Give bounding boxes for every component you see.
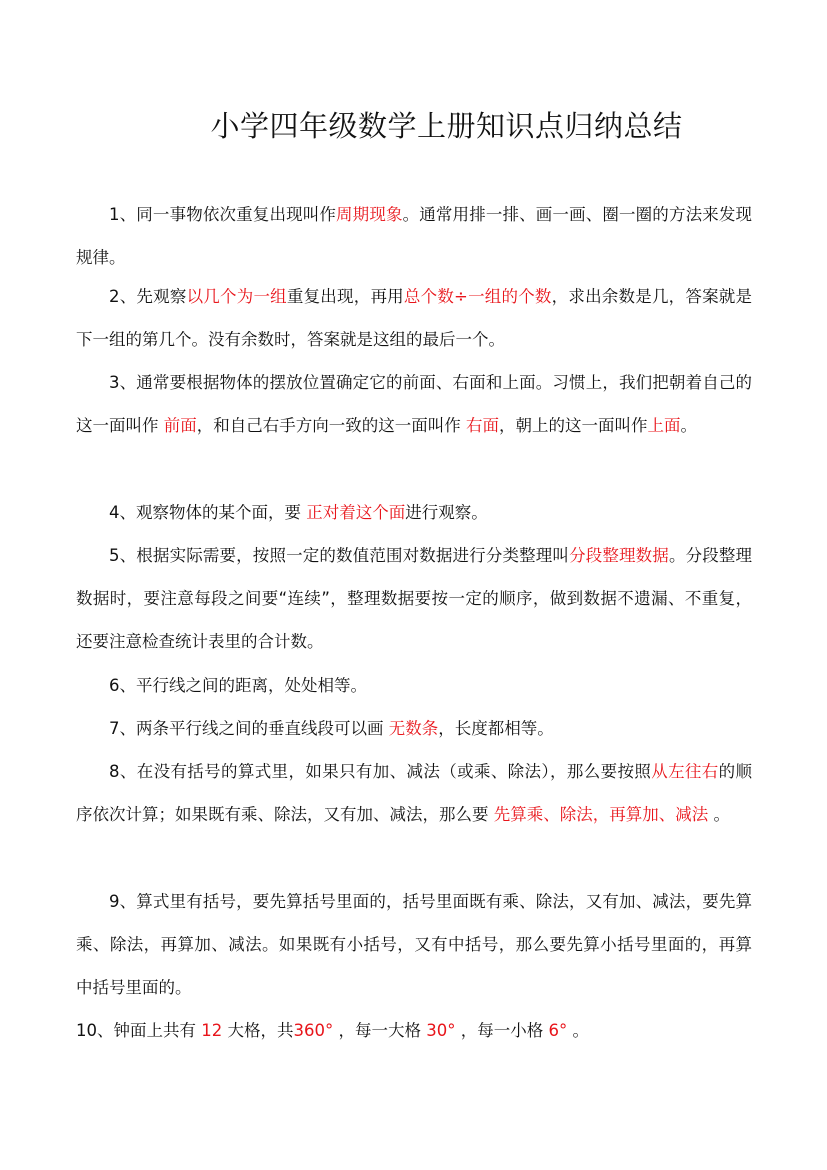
document-title: 小学四年级数学上册知识点归纳总结	[210, 109, 683, 143]
body-text: 。	[708, 805, 730, 824]
body-text: 5、根据实际需要，按照一定的数值范围对数据进行分类整理叫	[109, 546, 570, 565]
body-text: ，每一大格	[333, 1021, 427, 1040]
body-text: 重复出现，再用	[286, 287, 404, 306]
body-text: 2、先观察	[109, 287, 187, 306]
body-text: 8、在没有括号的算式里，如果只有加、减法（或乘、除法），那么要按照	[109, 762, 652, 781]
knowledge-point-8	[76, 750, 752, 836]
body-text: 大格，共	[222, 1021, 294, 1040]
highlighted-term: 分段整理数据	[569, 546, 669, 565]
knowledge-point-6	[76, 664, 752, 707]
highlighted-term: 以几个为一组	[186, 287, 287, 306]
knowledge-point-4	[76, 491, 752, 534]
body-text: 10、钟面上共有	[76, 1021, 202, 1040]
highlighted-term: 360°	[293, 1021, 334, 1040]
body-text: ，长度都相等。	[438, 719, 554, 738]
knowledge-point-9	[76, 880, 752, 1009]
highlighted-term: 前面	[163, 416, 197, 435]
highlighted-term: 30°	[426, 1021, 456, 1040]
knowledge-point-5	[76, 534, 752, 663]
body-text: 进行观察。	[405, 503, 488, 522]
body-text: 。	[567, 1021, 589, 1040]
body-text: 的顺序依次计算；如果既有乘、除法，又有加、减法，那么要	[76, 762, 753, 824]
body-text: ，和自己右手方向一致的这一面叫作	[196, 416, 466, 435]
body-text: 。通常用排一排、画一画、圈一圈的方法来发现规律。	[76, 205, 753, 267]
body-text: 1、同一事物依次重复出现叫作	[109, 205, 337, 224]
highlighted-term: 正对着这个面	[306, 503, 406, 522]
body-text: 。	[680, 416, 697, 435]
body-text: 3、通常要根据物体的摆放位置确定它的前面、右面和上面。习惯上，我们把朝着自己的这一面叫作	[76, 373, 752, 435]
highlighted-term: 从左往右	[651, 762, 719, 781]
body-text: ，每一小格	[455, 1021, 549, 1040]
knowledge-point-10	[76, 1009, 752, 1052]
knowledge-point-1	[76, 193, 752, 279]
body-text: ，朝上的这一面叫作	[499, 416, 648, 435]
highlighted-term: 无数条	[388, 719, 439, 738]
knowledge-point-7	[76, 707, 752, 750]
body-text: 9、算式里有括号，要先算括号里面的，括号里面既有乘、除法，又有加、减法，要先算乘、除法，再算加、减法。如果既有小括号，又有中括号，那么要先算小括号里面的，再算中括号里面的。	[76, 892, 752, 997]
body-text: ，求出余数是几，答案就是下一组的第几个。没有余数时，答案就是这组的最后一个。	[76, 287, 753, 349]
body-text: 7、两条平行线之间的垂直线段可以画	[109, 719, 389, 738]
highlighted-term: 先算乘、除法，再算加、减法	[493, 805, 709, 824]
highlighted-term: 12	[201, 1021, 223, 1040]
highlighted-term: 周期现象	[336, 205, 403, 224]
body-text: 6、平行线之间的距离，处处相等。	[109, 676, 367, 695]
highlighted-term: 6°	[548, 1021, 568, 1040]
highlighted-term: 总个数÷一组的个数	[403, 287, 552, 306]
highlighted-term: 右面	[466, 416, 499, 435]
highlighted-term: 上面	[647, 416, 681, 435]
knowledge-point-2	[76, 275, 752, 361]
body-text: 。分段整理数据时，要注意每段之间要“连续”，整理数据要按一定的顺序，做到数据不遗漏、不重复，还要注意检查统计表里的合计数。	[76, 546, 753, 651]
knowledge-point-3	[76, 361, 752, 447]
body-text: 4、观察物体的某个面，要	[109, 503, 307, 522]
